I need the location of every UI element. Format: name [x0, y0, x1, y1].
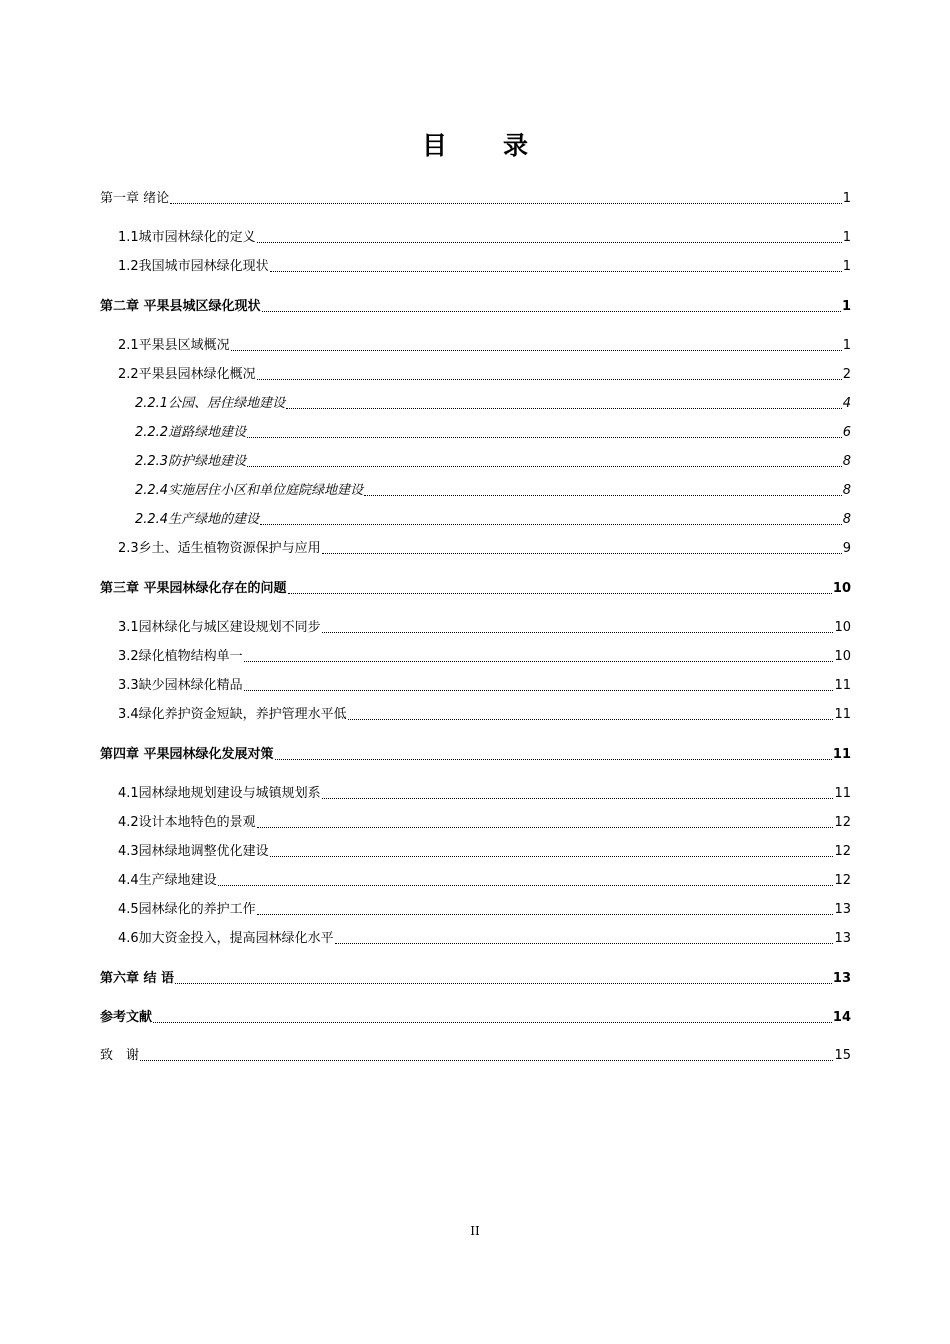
- toc-entry-label: 2.2.2道路绿地建设: [135, 425, 247, 440]
- toc-entry-label: 3.1园林绿化与城区建设规划不同步: [118, 620, 321, 635]
- toc-entry-label: 2.2.4生产绿地的建设: [135, 512, 260, 527]
- toc-entry-section[interactable]: [118, 648, 851, 666]
- toc-entry-subsection[interactable]: [135, 511, 851, 529]
- toc-leader-dots: [257, 827, 834, 828]
- toc-entry-page: 11: [834, 707, 851, 722]
- toc-entry-chapter-1[interactable]: [100, 190, 851, 208]
- toc-entry-section[interactable]: [118, 229, 851, 247]
- toc-entry-label: 4.2设计本地特色的景观: [118, 815, 256, 830]
- toc-entry-section[interactable]: [118, 258, 851, 276]
- toc-leader-dots: [270, 271, 842, 272]
- toc-entry-page: 14: [832, 1010, 851, 1025]
- toc-entry-page: 1: [842, 259, 851, 274]
- toc-entry-chapter-3[interactable]: [100, 580, 851, 598]
- toc-leader-dots: [231, 350, 842, 351]
- toc-leader-dots: [270, 856, 834, 857]
- toc-entry-page: 12: [834, 873, 851, 888]
- toc-leader-dots: [257, 914, 834, 915]
- toc-entry-label: 致 谢: [100, 1048, 140, 1063]
- toc-entry-page: 10: [834, 620, 851, 635]
- toc-entry-page: 11: [834, 786, 851, 801]
- toc-entry-chapter-4[interactable]: [100, 746, 851, 764]
- toc-entry-page: 13: [834, 902, 851, 917]
- toc-entry-label: 4.5园林绿化的养护工作: [118, 902, 256, 917]
- toc-leader-dots: [247, 466, 842, 467]
- toc-entry-page: 11: [832, 747, 851, 762]
- toc-entry-label: 3.3缺少园林绿化精品: [118, 678, 243, 693]
- toc-entry-label: 2.2平果县园林绿化概况: [118, 367, 256, 382]
- toc-entry-label: 4.4生产绿地建设: [118, 873, 217, 888]
- footer-page-number: II: [470, 1224, 480, 1238]
- toc-leader-dots: [286, 408, 842, 409]
- toc-entry-label: 2.2.4实施居住小区和单位庭院绿地建设: [135, 483, 364, 498]
- toc-leader-dots: [260, 524, 842, 525]
- toc-entry-section[interactable]: [118, 785, 851, 803]
- toc-entry-chapter-2[interactable]: [100, 298, 851, 316]
- toc-entry-label: 2.1平果县区域概况: [118, 338, 230, 353]
- toc-entry-section[interactable]: [118, 872, 851, 890]
- toc-entry-subsection[interactable]: [135, 482, 851, 500]
- toc-entry-page: 8: [842, 512, 851, 527]
- toc-entry-page: 1: [841, 299, 851, 314]
- toc-leader-dots: [364, 495, 842, 496]
- toc-leader-dots: [175, 983, 832, 984]
- toc-entry-label: 1.1城市园林绿化的定义: [118, 230, 256, 245]
- toc-entry-page: 10: [834, 649, 851, 664]
- toc-leader-dots: [218, 885, 834, 886]
- toc-entry-page: 13: [834, 931, 851, 946]
- toc-entry-section[interactable]: [118, 540, 851, 558]
- toc-entry-subsection[interactable]: [135, 424, 851, 442]
- toc-entry-page: 2: [842, 367, 851, 382]
- toc-leader-dots: [257, 242, 842, 243]
- toc-leader-dots: [244, 690, 834, 691]
- toc-leader-dots: [288, 593, 832, 594]
- toc-entry-page: 11: [834, 678, 851, 693]
- toc-entry-page: 15: [834, 1048, 851, 1063]
- toc-entry-page: 8: [842, 483, 851, 498]
- toc-entry-section[interactable]: [118, 843, 851, 861]
- toc-entry-label: 1.2我国城市园林绿化现状: [118, 259, 269, 274]
- toc-entry-page: 12: [834, 844, 851, 859]
- toc-entry-label: 第一章 绪论: [100, 191, 170, 206]
- toc-entry-chapter-6[interactable]: [100, 970, 851, 988]
- toc-entry-label: 3.2绿化植物结构单一: [118, 649, 243, 664]
- toc-entry-page: 13: [832, 971, 851, 986]
- toc-entry-section[interactable]: [118, 930, 851, 948]
- toc-leader-dots: [153, 1022, 832, 1023]
- toc-entry-page: 8: [842, 454, 851, 469]
- toc-entry-acknowledgements[interactable]: [100, 1047, 851, 1065]
- toc-entry-page: 12: [834, 815, 851, 830]
- toc-entry-label: 第二章 平果县城区绿化现状: [100, 299, 261, 314]
- toc-entry-label: 第四章 平果园林绿化发展对策: [100, 747, 274, 762]
- toc-entry-page: 10: [832, 581, 851, 596]
- toc-entry-page: 1: [842, 191, 851, 206]
- toc-entry-page: 1: [842, 338, 851, 353]
- toc-leader-dots: [275, 759, 832, 760]
- toc-entry-page: 1: [842, 230, 851, 245]
- toc-leader-dots: [322, 798, 834, 799]
- toc-entry-subsection[interactable]: [135, 453, 851, 471]
- toc-leader-dots: [140, 1060, 833, 1061]
- toc-leader-dots: [262, 311, 841, 312]
- toc-leader-dots: [335, 943, 834, 944]
- toc-entry-page: 6: [842, 425, 851, 440]
- toc-entry-references[interactable]: [100, 1009, 851, 1027]
- toc-entry-section[interactable]: [118, 901, 851, 919]
- toc-leader-dots: [322, 553, 842, 554]
- page-title: 目录: [421, 131, 584, 160]
- toc-entry-page: 9: [842, 541, 851, 556]
- toc-entry-label: 第三章 平果园林绿化存在的问题: [100, 581, 287, 596]
- toc-leader-dots: [170, 203, 842, 204]
- toc-leader-dots: [247, 437, 842, 438]
- toc-entry-section[interactable]: [118, 337, 851, 355]
- toc-entry-label: 3.4绿化养护资金短缺，养护管理水平低: [118, 707, 347, 722]
- toc-entry-section[interactable]: [118, 366, 851, 384]
- toc-entry-page: 4: [842, 396, 851, 411]
- toc-leader-dots: [348, 719, 834, 720]
- toc-leader-dots: [257, 379, 842, 380]
- toc-entry-label: 4.6加大资金投入，提高园林绿化水平: [118, 931, 334, 946]
- toc-leader-dots: [322, 632, 834, 633]
- toc-entry-label: 2.2.3防护绿地建设: [135, 454, 247, 469]
- toc-entry-section[interactable]: [118, 677, 851, 695]
- toc-entry-section[interactable]: [118, 814, 851, 832]
- toc-entry-subsection[interactable]: [135, 395, 851, 413]
- toc-entry-label: 4.3园林绿地调整优化建设: [118, 844, 269, 859]
- toc-leader-dots: [244, 661, 834, 662]
- toc-entry-label: 2.3乡土、适生植物资源保护与应用: [118, 541, 321, 556]
- toc-entry-section[interactable]: [118, 706, 851, 724]
- toc-entry-label: 参考文献: [100, 1010, 153, 1025]
- toc-entry-label: 第六章 结 语: [100, 971, 175, 986]
- toc-entry-label: 2.2.1公园、居住绿地建设: [135, 396, 286, 411]
- toc-entry-section[interactable]: [118, 619, 851, 637]
- toc-entry-label: 4.1园林绿地规划建设与城镇规划系: [118, 786, 321, 801]
